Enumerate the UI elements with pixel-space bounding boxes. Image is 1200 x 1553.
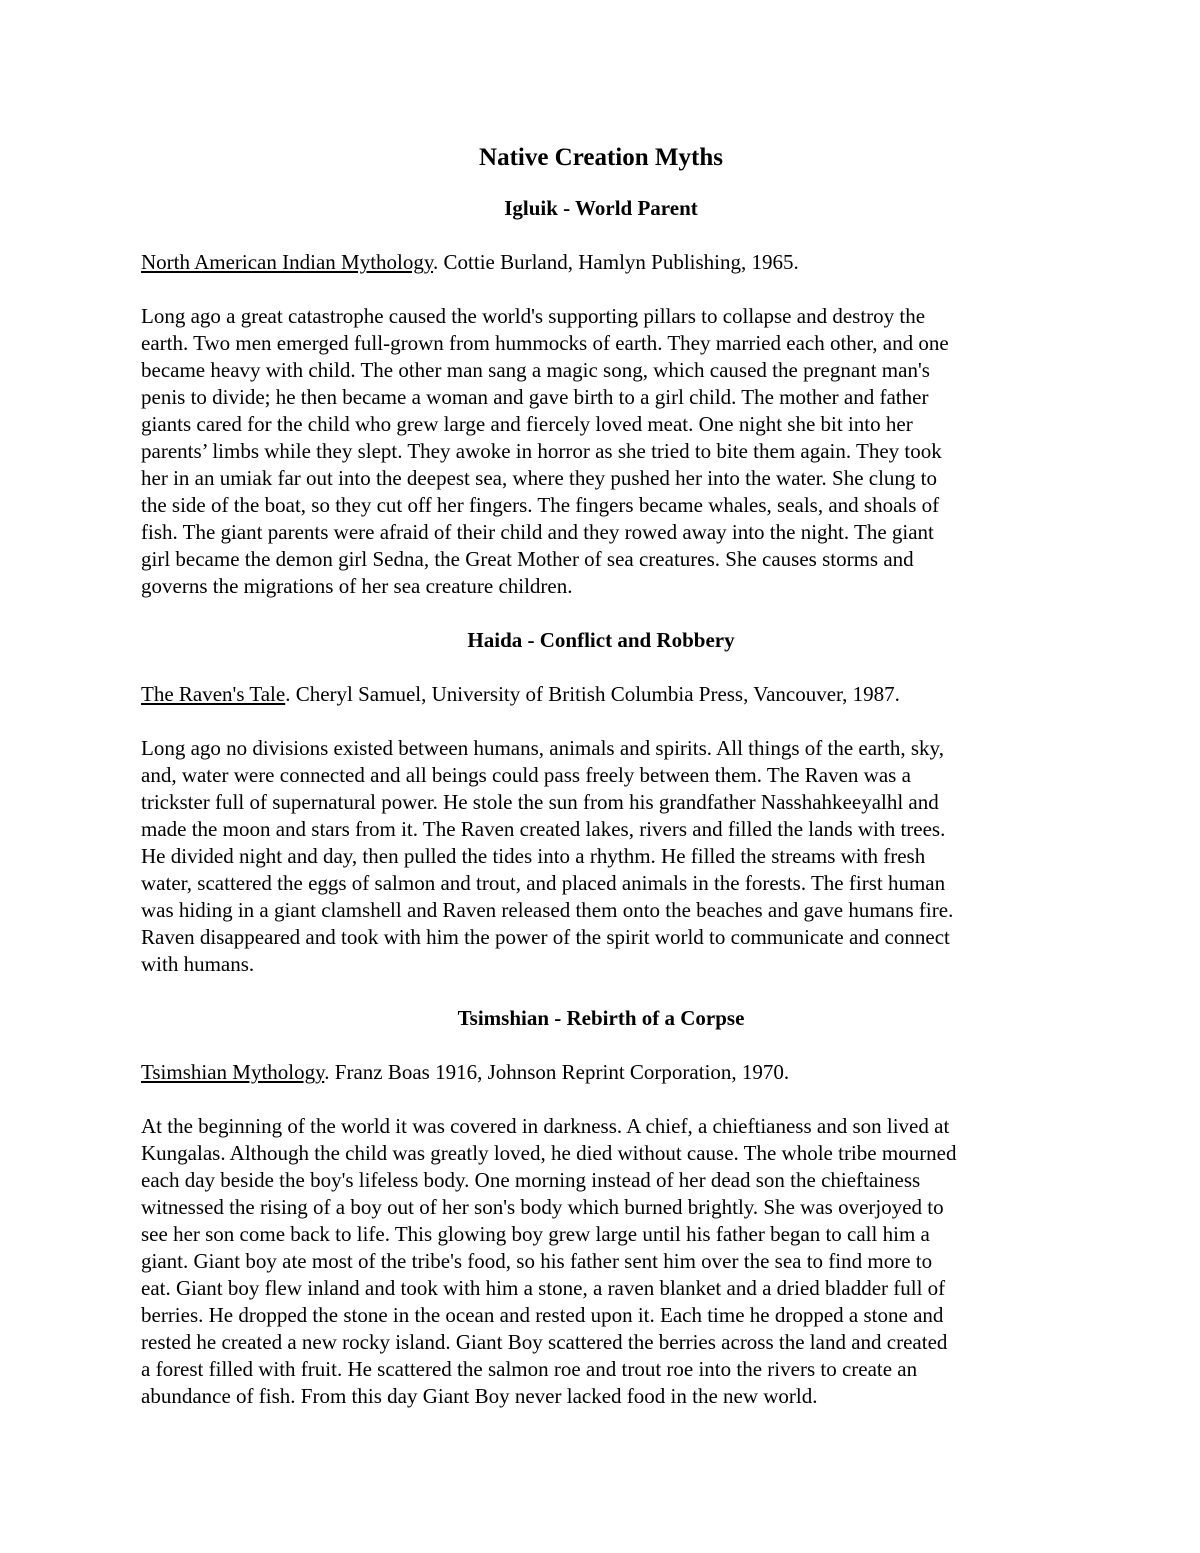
book-title: Tsimshian Mythology [141,1060,325,1084]
paragraph-line: witnessed the rising of a boy out of her son's body which burned brightly. She was overjoyed to [141,1195,944,1219]
paragraph-line: was hiding in a giant clamshell and Raven released them onto the beaches and gave humans fire. [141,898,954,922]
myth-paragraph [141,303,1061,600]
paragraph-line: with humans. [141,952,255,976]
myth-section-igluik [141,195,1061,600]
paragraph-line: penis to divide; he then became a woman and gave birth to a girl child. The mother and father [141,385,929,409]
section-heading: Tsimshian - Rebirth of a Corpse [457,1006,745,1030]
paragraph-line: rested he created a new rocky island. Giant Boy scattered the berries across the land and created [141,1330,948,1354]
myth-section-haida [141,627,1061,978]
paragraph-line: trickster full of supernatural power. He stole the sun from his grandfather Nasshahkeeyalhl and [141,790,939,814]
paragraph-line: her in an umiak far out into the deepest sea, where they pushed her into the water. She clung to [141,466,938,490]
citation [141,1059,1061,1086]
paragraph-line: and, water were connected and all beings could pass freely between them. The Raven was a [141,763,911,787]
document-page [141,140,1061,1437]
paragraph-line: became heavy with child. The other man sang a magic song, which caused the pregnant man's [141,358,930,382]
paragraph-line: water, scattered the eggs of salmon and trout, and placed animals in the forests. The first human [141,871,946,895]
section-heading: Haida - Conflict and Robbery [467,628,735,652]
citation-details: . Cheryl Samuel, University of British Columbia Press, Vancouver, 1987. [285,682,900,706]
citation-details: . Franz Boas 1916, Johnson Reprint Corporation, 1970. [324,1060,790,1084]
paragraph-line: abundance of fish. From this day Giant Boy never lacked food in the new world. [141,1384,818,1408]
document-title: Native Creation Myths [479,144,723,171]
paragraph-line: the side of the boat, so they cut off her fingers. The fingers became whales, seals, and shoals of [141,493,940,517]
myth-paragraph [141,735,1061,978]
paragraph-line: berries. He dropped the stone in the ocean and rested upon it. Each time he dropped a stone and [141,1303,944,1327]
paragraph-line: Long ago no divisions existed between humans, animals and spirits. All things of the earth, sky, [141,736,944,760]
citation [141,249,1061,276]
paragraph-line: He divided night and day, then pulled the tides into a rhythm. He filled the streams with fresh [141,844,926,868]
paragraph-line: Long ago a great catastrophe caused the world's supporting pillars to collapse and destroy the [141,304,926,328]
paragraph-line: girl became the demon girl Sedna, the Great Mother of sea creatures. She causes storms and [141,547,914,571]
paragraph-line: fish. The giant parents were afraid of their child and they rowed away into the night. The giant [141,520,934,544]
paragraph-line: Kungalas. Although the child was greatly loved, he died without cause. The whole tribe mourned [141,1141,957,1165]
book-title: North American Indian Mythology [141,250,434,274]
paragraph-line: parents’ limbs while they slept. They awoke in horror as she tried to bite them again. They took [141,439,942,463]
paragraph-line: governs the migrations of her sea creature children. [141,574,573,598]
paragraph-line: a forest filled with fruit. He scattered the salmon roe and trout roe into the rivers to create an [141,1357,918,1381]
paragraph-line: each day beside the boy's lifeless body. One morning instead of her dead son the chieftainess [141,1168,921,1192]
paragraph-line: eat. Giant boy flew inland and took with him a stone, a raven blanket and a dried bladder full of [141,1276,946,1300]
paragraph-line: earth. Two men emerged full-grown from hummocks of earth. They married each other, and one [141,331,949,355]
paragraph-line: made the moon and stars from it. The Raven created lakes, rivers and filled the lands with trees. [141,817,946,841]
citation [141,681,1061,708]
citation-details: . Cottie Burland, Hamlyn Publishing, 1965. [433,250,799,274]
myth-paragraph [141,1113,1061,1410]
paragraph-line: giant. Giant boy ate most of the tribe's food, so his father sent him over the sea to find more to [141,1249,933,1273]
paragraph-line: see her son come back to life. This glowing boy grew large until his father began to call him a [141,1222,930,1246]
paragraph-line: giants cared for the child who grew large and fiercely loved meat. One night she bit into her [141,412,913,436]
book-title: The Raven's Tale [141,682,286,706]
section-heading: Igluik - World Parent [504,196,698,220]
myth-section-tsimshian [141,1005,1061,1410]
paragraph-line: At the beginning of the world it was covered in darkness. A chief, a chieftianess and son lived at [141,1114,950,1138]
paragraph-line: Raven disappeared and took with him the power of the spirit world to communicate and connect [141,925,950,949]
